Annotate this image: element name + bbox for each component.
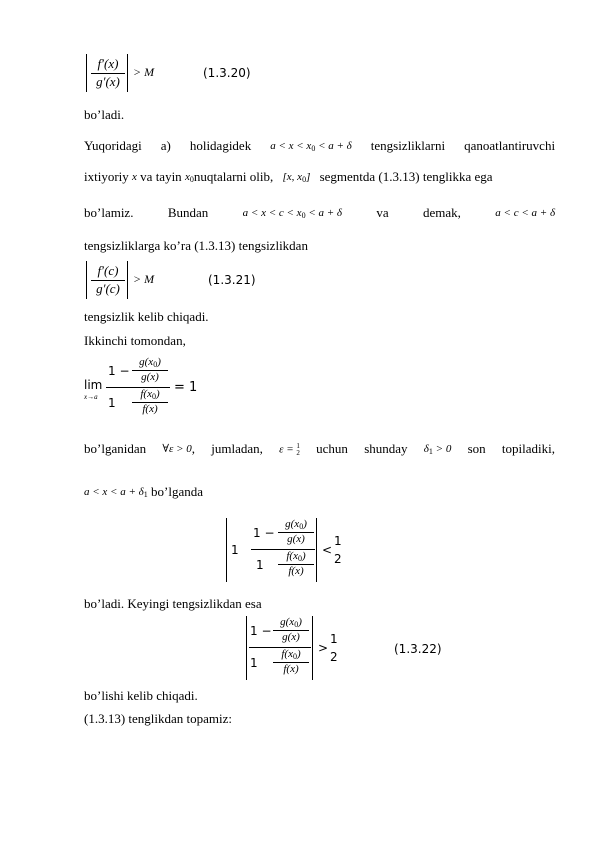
inline-math: x: [132, 171, 137, 184]
equation-number: (1.3.22): [394, 642, 442, 656]
paragraph: bo’ladi. Keyingi tengsizlikdan esa: [84, 596, 262, 611]
g-x: g(x): [282, 631, 300, 643]
eq-numerator: f′(c): [97, 263, 119, 278]
text: qanoatlantiruvchi: [464, 138, 556, 153]
g-x: g(x): [287, 533, 305, 545]
eq-relation: > M: [133, 272, 155, 286]
half-numerator: 1: [330, 632, 338, 646]
half-denominator: 2: [330, 650, 338, 664]
f-x0: $f(x_0)$: [286, 550, 306, 563]
text: shunday: [364, 441, 408, 456]
inline-math: $a < x < c < x_0 < a + \delta$: [242, 207, 343, 221]
g-x0: $g(x_0)$: [280, 616, 302, 629]
text: va tayin: [140, 169, 182, 184]
lim-rhs: = 1: [174, 380, 198, 395]
f-x: f(x): [283, 663, 299, 675]
text: topiladiki,: [501, 441, 555, 456]
text: Yuqoridagi: [84, 138, 142, 153]
g-x0: $g(x_0)$: [285, 518, 307, 531]
equation-abs-less-half: [226, 518, 356, 582]
equation-1-3-22: [246, 616, 446, 680]
half-numerator: 1: [334, 534, 342, 548]
paragraph: Ikkinchi tomondan,: [84, 333, 186, 348]
paragraph: bo’ladi.: [84, 107, 125, 122]
equation-1-3-20: [84, 54, 274, 92]
inline-math: a < c < a + δ: [495, 207, 556, 220]
text: Bundan: [167, 205, 209, 220]
eq-denominator: g′(x): [96, 74, 120, 89]
text: holidagidek: [189, 138, 252, 153]
equation-1-3-21: [84, 261, 274, 299]
eq-numerator: f′(x): [97, 56, 119, 71]
text: segmentda (1.3.13) tenglikka ega: [319, 169, 493, 184]
one: 1: [250, 656, 258, 670]
paragraph: tengsizlik kelib chiqadi.: [84, 309, 209, 324]
one-minus: 1 −: [250, 624, 272, 638]
f-x0: $f(x_0)$: [281, 648, 301, 661]
inline-math: [x, $x_0$]: [282, 171, 311, 185]
one-minus: 1 −: [108, 364, 130, 378]
text: tengsizliklarni: [370, 138, 446, 153]
paragraph-line: [84, 441, 555, 457]
eq-relation: >: [318, 641, 329, 655]
text: bo’lamiz.: [84, 205, 134, 220]
text: son: [467, 441, 486, 456]
paragraph-line: [84, 169, 555, 185]
lim-subscript: x→a: [84, 393, 98, 401]
one: 1: [256, 558, 264, 572]
text: nuqtalarni olib,: [193, 169, 274, 184]
one-left: 1: [231, 543, 239, 557]
f-x0: $f(x_0)$: [140, 388, 160, 401]
text: uchun: [316, 441, 348, 456]
inline-math: ε = 1 2: [279, 441, 300, 457]
eq-relation: > M: [133, 65, 155, 79]
one-minus: 1 −: [253, 526, 275, 540]
half-denominator: 2: [334, 552, 342, 566]
eq-denominator: g′(c): [96, 281, 120, 296]
g-x0: $g(x_0)$: [139, 356, 161, 369]
paragraph: (1.3.13) tenglikdan topamiz:: [84, 711, 233, 726]
inline-math: $a < x < x_0 < a + \delta$: [270, 140, 352, 154]
lim-operator: lim: [84, 378, 103, 392]
inline-math: $\delta_1 > 0$: [423, 443, 452, 457]
eq-relation: <: [322, 543, 333, 557]
equation-number: (1.3.21): [208, 273, 256, 287]
limit-equation: [84, 356, 224, 418]
text: bo’lganidan: [84, 441, 147, 456]
paragraph: bo’lishi kelib chiqadi.: [84, 688, 198, 703]
text: bo’lganda: [151, 484, 203, 499]
f-x: f(x): [288, 565, 304, 577]
f-x: f(x): [142, 403, 158, 415]
one: 1: [108, 396, 116, 410]
paragraph: tengsizliklarga ko’ra (1.3.13) tengsizlikdan: [84, 238, 308, 253]
paragraph-line: [84, 205, 555, 221]
equation-number: (1.3.20): [203, 66, 251, 80]
inline-math: $x_0$: [184, 171, 194, 185]
text: a): [160, 138, 171, 153]
paragraph-line: [84, 138, 555, 154]
inline-math: $a < x < a + \delta_1$: [84, 486, 148, 500]
inline-math: ∀ε > 0, jumladan,: [162, 441, 263, 456]
g-x: g(x): [141, 371, 159, 383]
text: ixtiyoriy: [84, 169, 129, 184]
text: va: [376, 205, 389, 220]
text: demak,: [423, 205, 461, 220]
paragraph-line: [84, 484, 203, 500]
